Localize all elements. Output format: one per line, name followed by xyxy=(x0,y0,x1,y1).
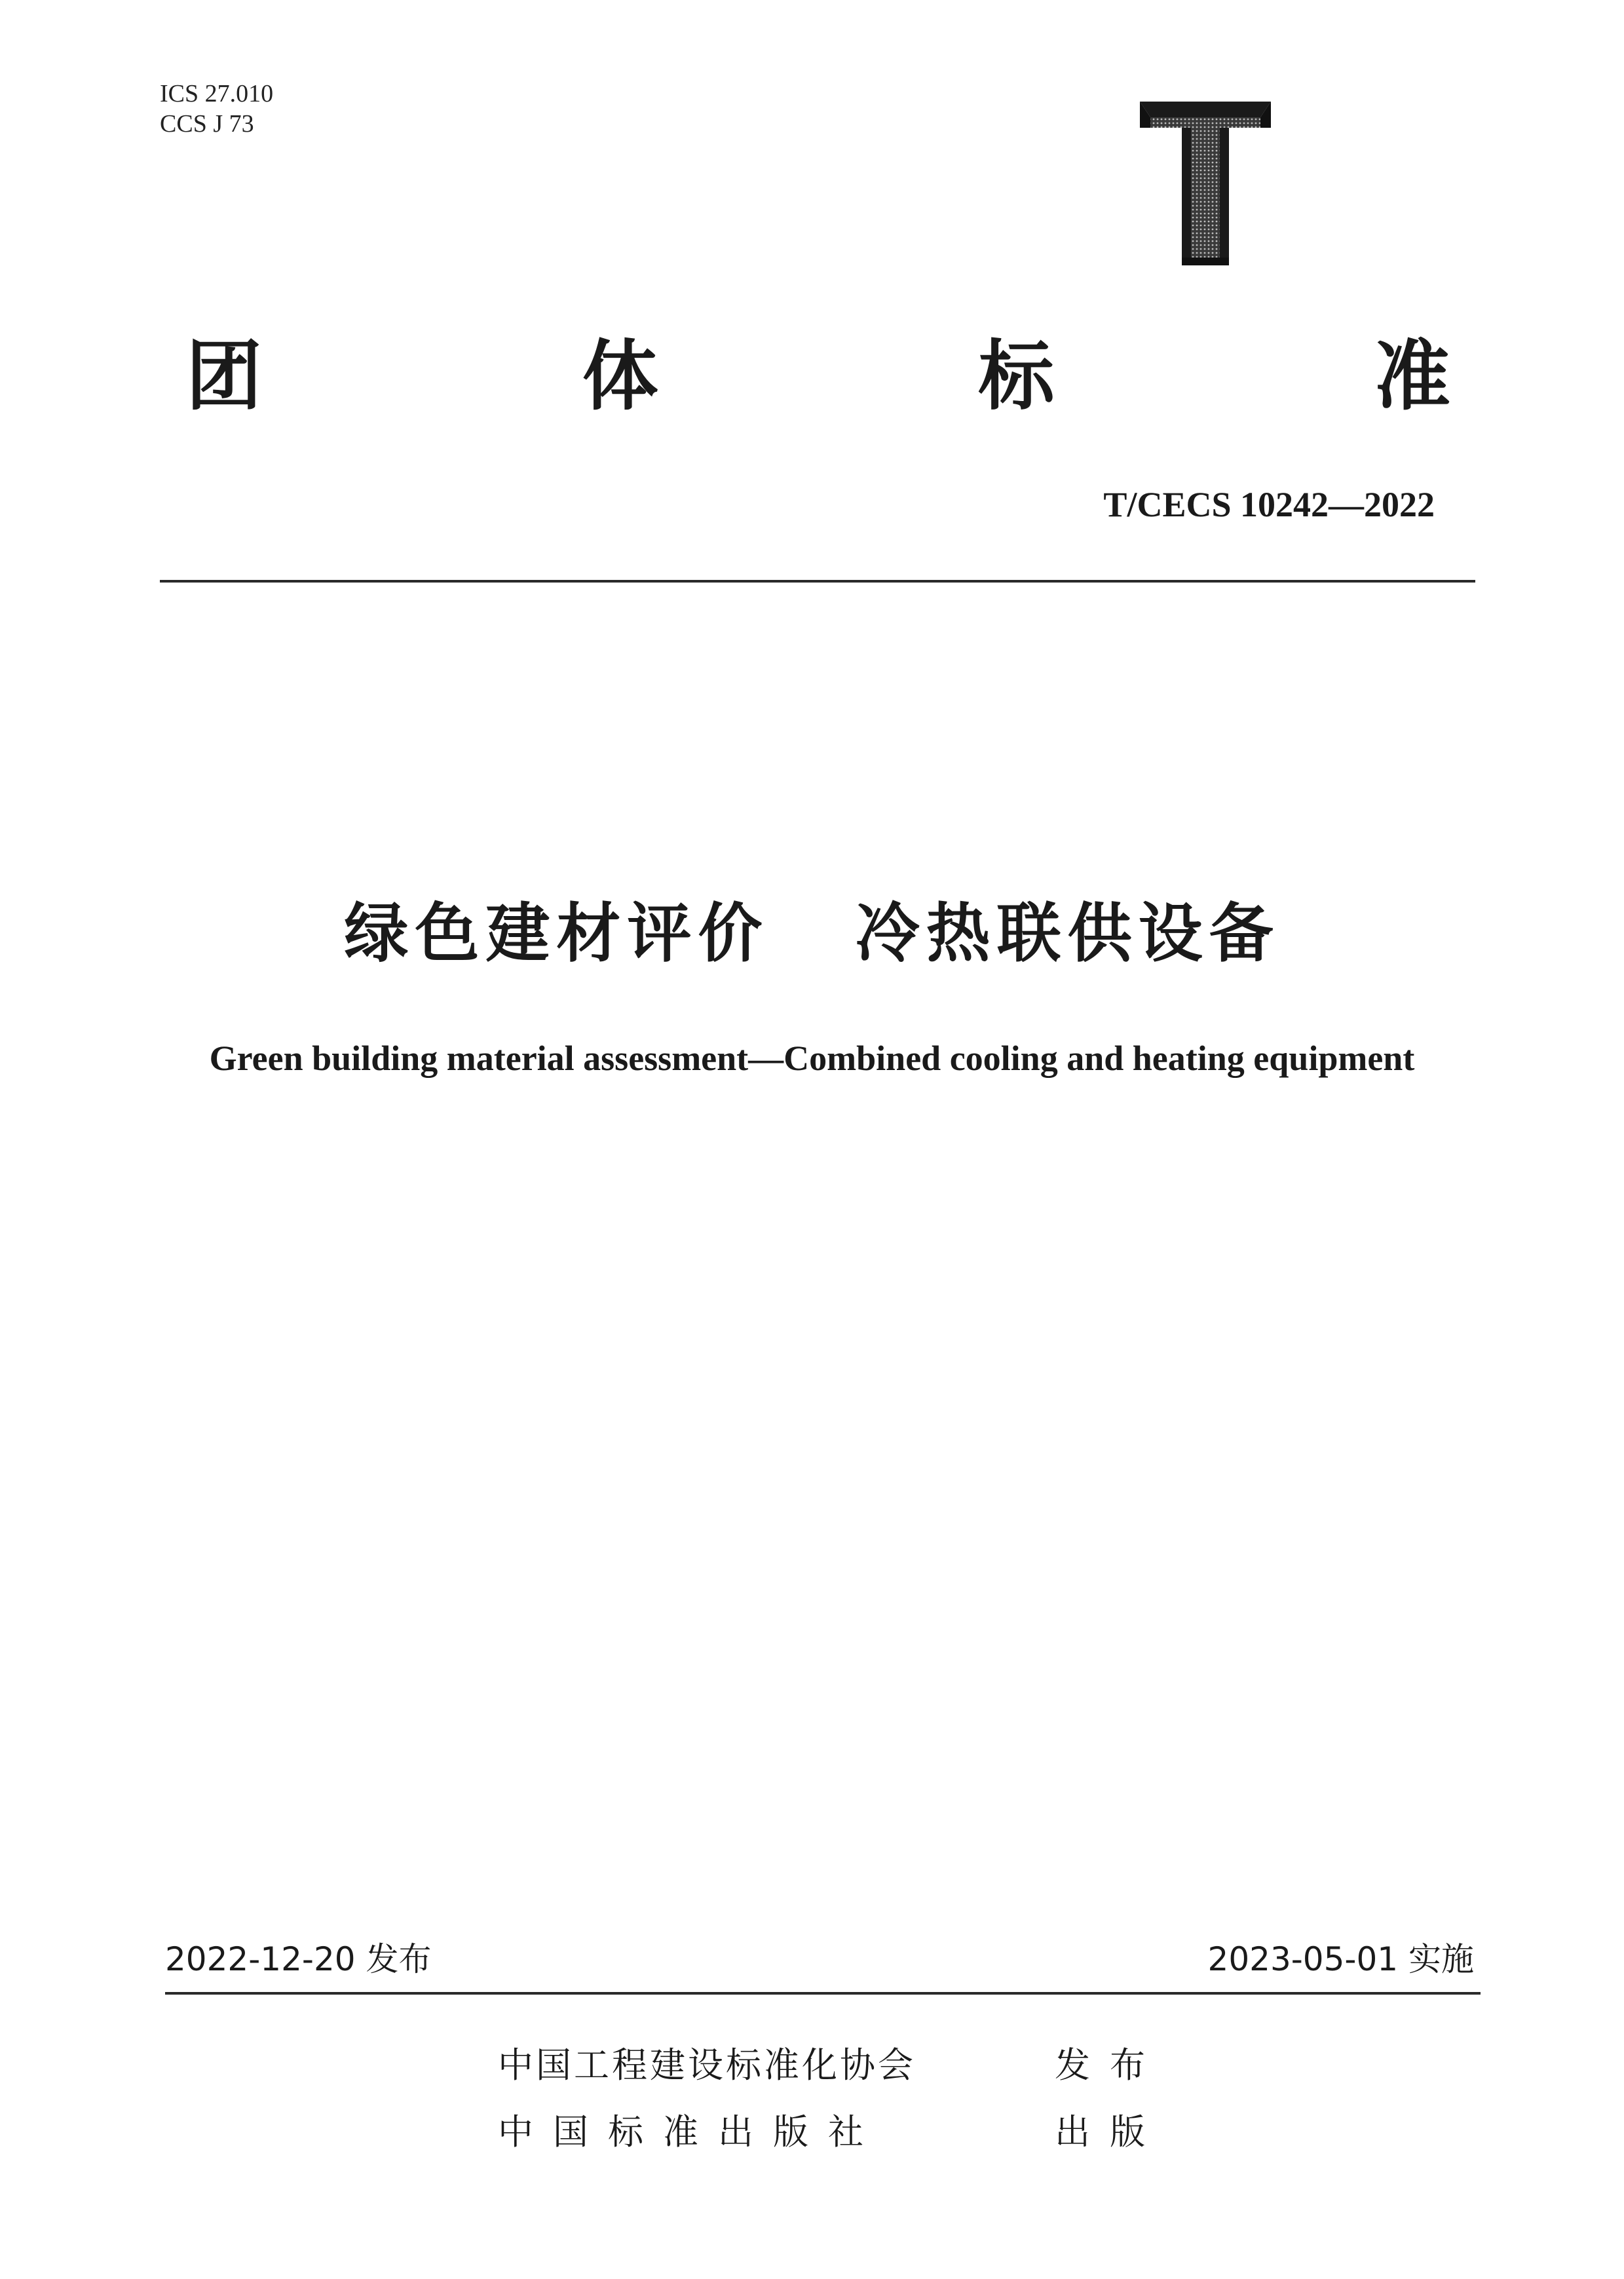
standard-type-heading xyxy=(186,328,1450,426)
standard-number: T/CECS 10242—2022 xyxy=(1103,485,1435,524)
standard-type-char: 准 xyxy=(1374,332,1450,421)
top-divider xyxy=(160,580,1475,583)
implementation-date: 2023-05-01 实施 xyxy=(1207,1940,1474,1978)
release-date: 2022-12-20 发布 xyxy=(165,1940,432,1978)
ics-code: ICS 27.010 xyxy=(160,80,274,107)
publisher-role: 发布 xyxy=(1055,2044,1165,2086)
standard-type-char: 标 xyxy=(978,332,1055,421)
printer-role: 出版 xyxy=(1055,2111,1165,2153)
ccs-code: CCS J 73 xyxy=(160,110,254,138)
t-logo-icon xyxy=(1140,102,1271,265)
printer-name: 中国标准出版社 xyxy=(498,2111,883,2153)
title-chinese: 绿色建材评价 冷热联供设备 xyxy=(344,896,1280,971)
publisher-name: 中国工程建设标准化协会 xyxy=(498,2044,916,2086)
standard-type-char: 团 xyxy=(186,332,262,421)
printer-row xyxy=(498,2106,1218,2158)
publisher-row xyxy=(498,2039,1218,2092)
title-english: Green building material assessment—Combined cooling and heating equipment xyxy=(209,1039,1415,1078)
standard-type-char: 体 xyxy=(582,332,658,421)
classification-codes xyxy=(160,79,273,139)
bottom-divider xyxy=(165,1992,1481,1995)
